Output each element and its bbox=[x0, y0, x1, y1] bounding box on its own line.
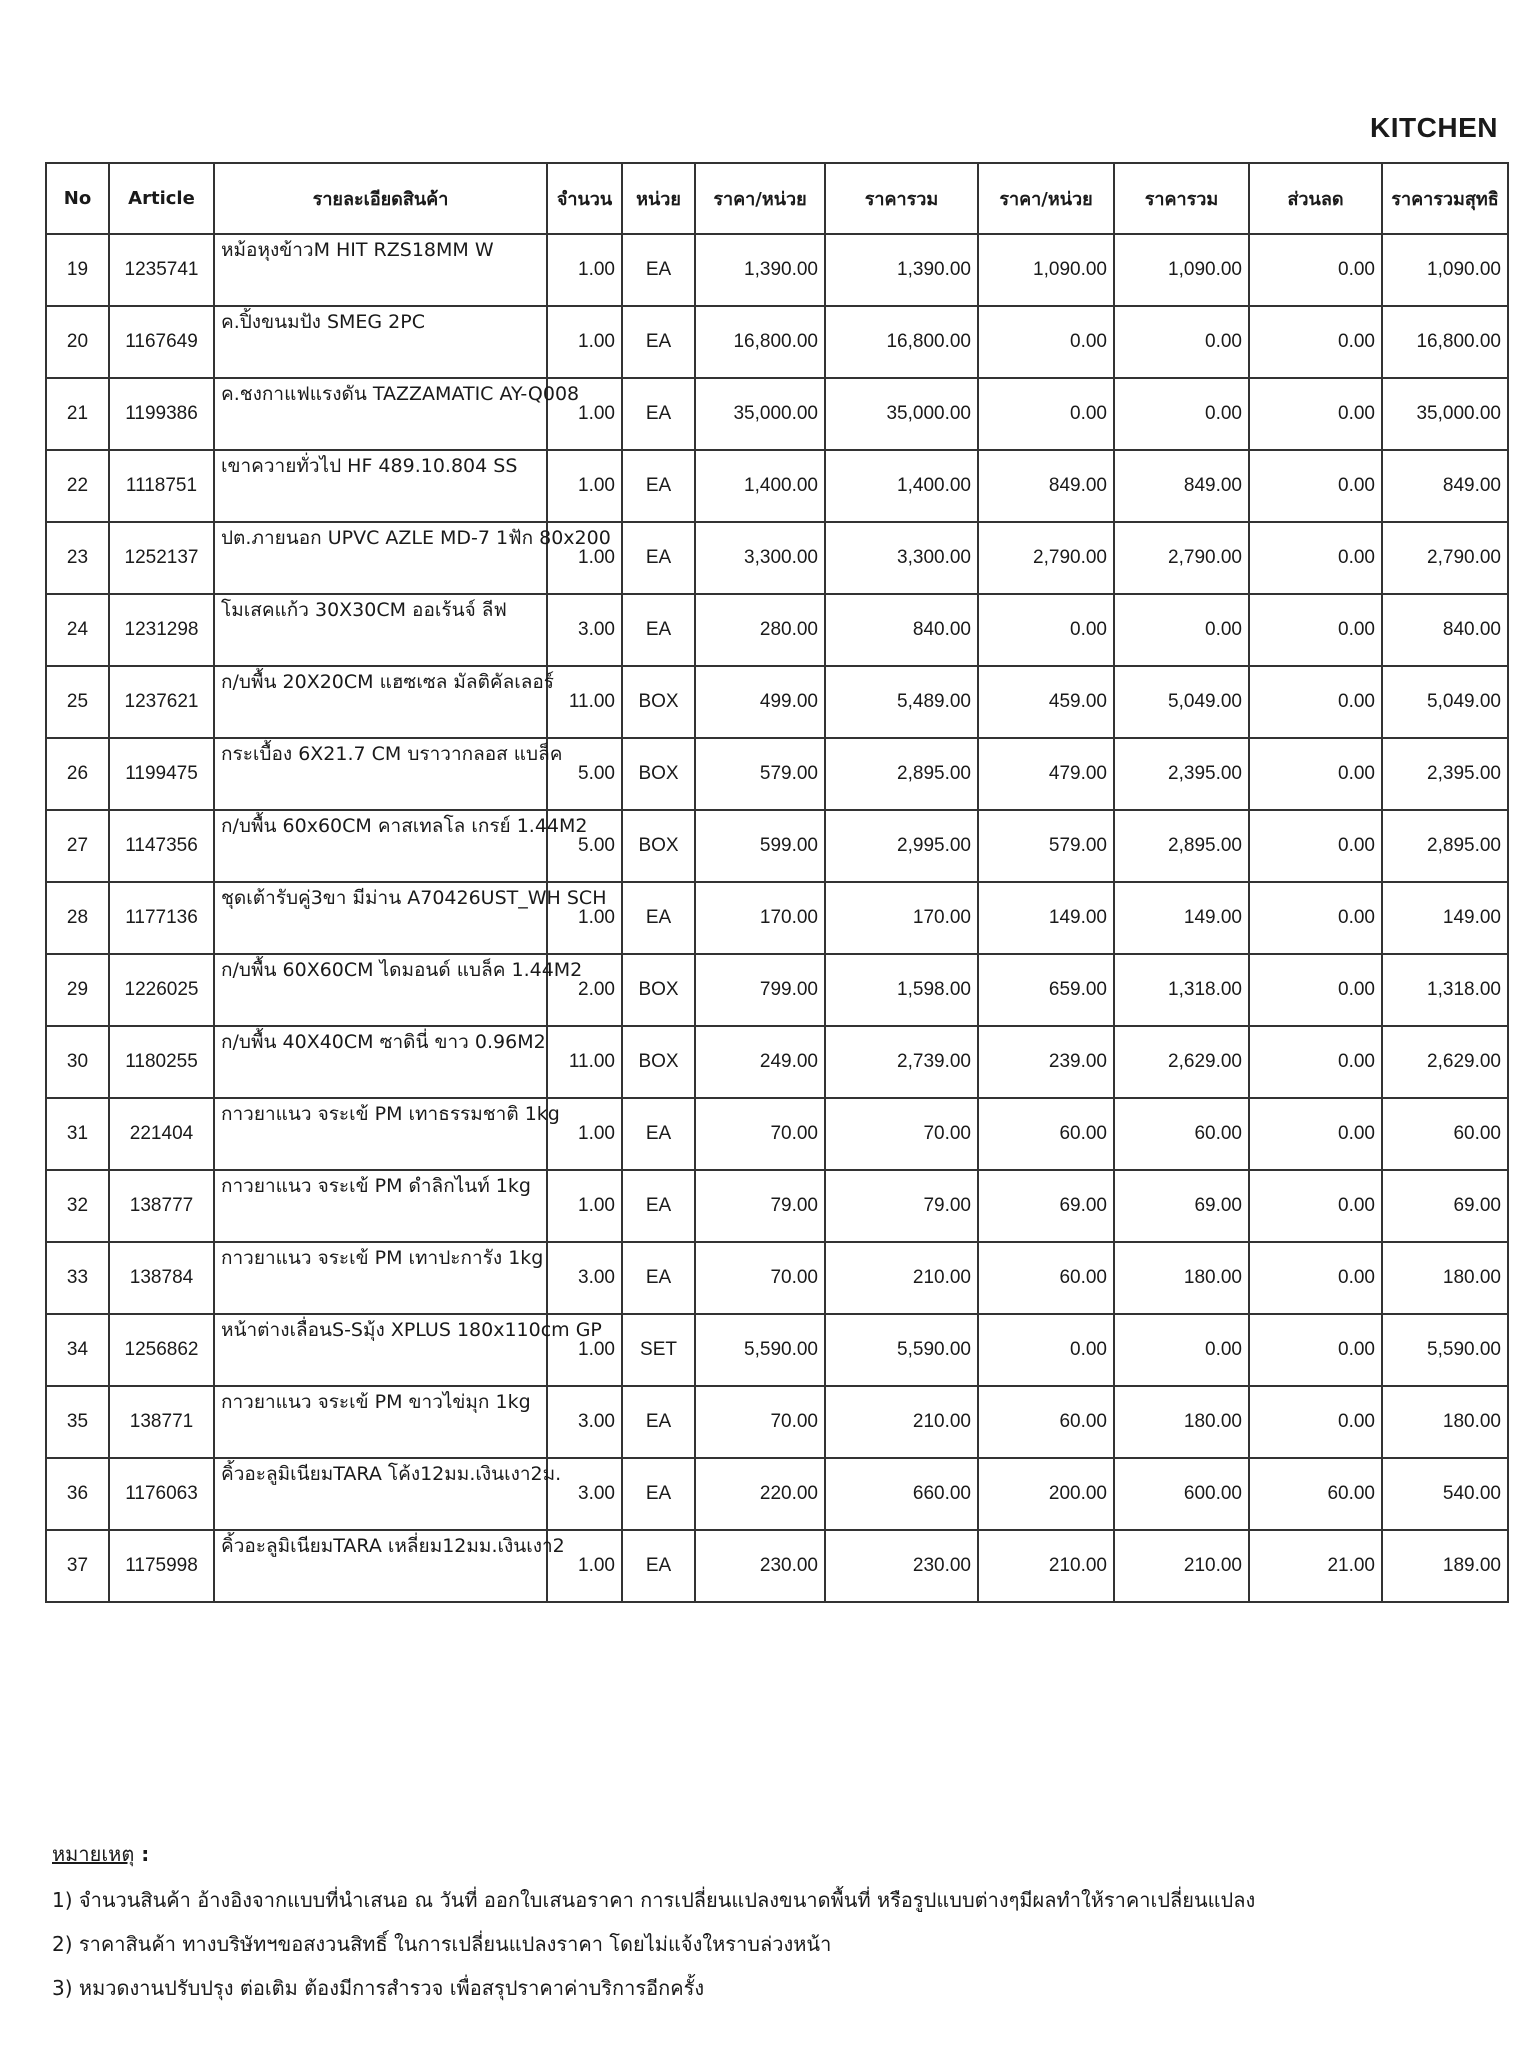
cell-unit-price-2: 1,090.00 bbox=[978, 234, 1114, 306]
cell-description: กาวยาแนว จระเข้ PM ขาวไข่มุก 1kg bbox=[214, 1386, 547, 1458]
cell-no: 30 bbox=[46, 1026, 109, 1098]
cell-total: 210.00 bbox=[825, 1242, 978, 1314]
header-article: Article bbox=[109, 163, 214, 234]
cell-total: 79.00 bbox=[825, 1170, 978, 1242]
cell-no: 31 bbox=[46, 1098, 109, 1170]
cell-unit-price-2: 579.00 bbox=[978, 810, 1114, 882]
cell-discount: 21.00 bbox=[1249, 1530, 1382, 1602]
cell-total-2: 0.00 bbox=[1114, 594, 1249, 666]
cell-quantity: 1.00 bbox=[547, 1314, 622, 1386]
cell-discount: 0.00 bbox=[1249, 954, 1382, 1026]
cell-article: 1252137 bbox=[109, 522, 214, 594]
cell-total-2: 69.00 bbox=[1114, 1170, 1249, 1242]
cell-net-total: 2,395.00 bbox=[1382, 738, 1508, 810]
cell-no: 19 bbox=[46, 234, 109, 306]
notes-section bbox=[52, 1838, 1255, 2016]
cell-unit: EA bbox=[622, 1530, 695, 1602]
table-row bbox=[46, 522, 1508, 594]
cell-unit: BOX bbox=[622, 810, 695, 882]
cell-description: เขาควายทั่วไป HF 489.10.804 SS bbox=[214, 450, 547, 522]
cell-unit-price-2: 0.00 bbox=[978, 594, 1114, 666]
cell-total-2: 0.00 bbox=[1114, 1314, 1249, 1386]
table-body bbox=[46, 234, 1508, 1602]
cell-total-2: 0.00 bbox=[1114, 306, 1249, 378]
cell-total-2: 180.00 bbox=[1114, 1242, 1249, 1314]
cell-discount: 0.00 bbox=[1249, 450, 1382, 522]
cell-unit-price: 79.00 bbox=[695, 1170, 825, 1242]
cell-quantity: 3.00 bbox=[547, 1386, 622, 1458]
cell-no: 27 bbox=[46, 810, 109, 882]
cell-unit: BOX bbox=[622, 1026, 695, 1098]
cell-description: กาวยาแนว จระเข้ PM เทาปะการัง 1kg bbox=[214, 1242, 547, 1314]
cell-discount: 0.00 bbox=[1249, 1242, 1382, 1314]
cell-unit-price-2: 60.00 bbox=[978, 1098, 1114, 1170]
table-row bbox=[46, 882, 1508, 954]
cell-unit-price: 70.00 bbox=[695, 1098, 825, 1170]
cell-unit-price: 499.00 bbox=[695, 666, 825, 738]
cell-unit: BOX bbox=[622, 666, 695, 738]
cell-unit-price: 799.00 bbox=[695, 954, 825, 1026]
cell-article: 138777 bbox=[109, 1170, 214, 1242]
cell-total-2: 0.00 bbox=[1114, 378, 1249, 450]
cell-quantity: 11.00 bbox=[547, 666, 622, 738]
cell-article: 1256862 bbox=[109, 1314, 214, 1386]
cell-total-2: 180.00 bbox=[1114, 1386, 1249, 1458]
cell-article: 1118751 bbox=[109, 450, 214, 522]
cell-quantity: 1.00 bbox=[547, 234, 622, 306]
cell-quantity: 2.00 bbox=[547, 954, 622, 1026]
cell-total: 35,000.00 bbox=[825, 378, 978, 450]
cell-quantity: 5.00 bbox=[547, 810, 622, 882]
cell-description: หน้าต่างเลื่อนS-Sมุ้ง XPLUS 180x110cm GP bbox=[214, 1314, 547, 1386]
cell-total-2: 2,790.00 bbox=[1114, 522, 1249, 594]
header-discount: ส่วนลด bbox=[1249, 163, 1382, 234]
cell-unit: EA bbox=[622, 1170, 695, 1242]
cell-no: 25 bbox=[46, 666, 109, 738]
table-row bbox=[46, 450, 1508, 522]
table-row bbox=[46, 306, 1508, 378]
cell-unit-price: 230.00 bbox=[695, 1530, 825, 1602]
cell-description: กาวยาแนว จระเข้ PM ดำลิกไนท์ 1kg bbox=[214, 1170, 547, 1242]
cell-no: 22 bbox=[46, 450, 109, 522]
quotation-table bbox=[45, 162, 1509, 1603]
cell-description: กาวยาแนว จระเข้ PM เทาธรรมชาติ 1kg bbox=[214, 1098, 547, 1170]
table-row bbox=[46, 1242, 1508, 1314]
cell-unit-price: 35,000.00 bbox=[695, 378, 825, 450]
table-row bbox=[46, 594, 1508, 666]
cell-total: 2,895.00 bbox=[825, 738, 978, 810]
cell-net-total: 840.00 bbox=[1382, 594, 1508, 666]
cell-discount: 0.00 bbox=[1249, 1026, 1382, 1098]
cell-unit: EA bbox=[622, 522, 695, 594]
cell-total: 5,489.00 bbox=[825, 666, 978, 738]
notes-heading-colon: : bbox=[134, 1842, 150, 1866]
cell-unit-price: 1,400.00 bbox=[695, 450, 825, 522]
notes-heading-line bbox=[52, 1838, 1255, 1870]
cell-total: 210.00 bbox=[825, 1386, 978, 1458]
cell-unit: EA bbox=[622, 1242, 695, 1314]
cell-unit-price-2: 2,790.00 bbox=[978, 522, 1114, 594]
cell-unit-price-2: 210.00 bbox=[978, 1530, 1114, 1602]
cell-quantity: 3.00 bbox=[547, 594, 622, 666]
cell-net-total: 180.00 bbox=[1382, 1386, 1508, 1458]
cell-unit: EA bbox=[622, 234, 695, 306]
cell-total-2: 2,895.00 bbox=[1114, 810, 1249, 882]
cell-net-total: 5,590.00 bbox=[1382, 1314, 1508, 1386]
cell-description: หม้อหุงข้าวM HIT RZS18MM W bbox=[214, 234, 547, 306]
cell-total-2: 210.00 bbox=[1114, 1530, 1249, 1602]
cell-description: กระเบื้อง 6X21.7 CM บราวากลอส แบล็ค bbox=[214, 738, 547, 810]
cell-quantity: 1.00 bbox=[547, 306, 622, 378]
cell-article: 1180255 bbox=[109, 1026, 214, 1098]
cell-discount: 0.00 bbox=[1249, 666, 1382, 738]
table-row bbox=[46, 1098, 1508, 1170]
cell-unit-price-2: 479.00 bbox=[978, 738, 1114, 810]
cell-discount: 0.00 bbox=[1249, 882, 1382, 954]
cell-no: 20 bbox=[46, 306, 109, 378]
cell-discount: 0.00 bbox=[1249, 522, 1382, 594]
cell-quantity: 11.00 bbox=[547, 1026, 622, 1098]
table-row bbox=[46, 666, 1508, 738]
table-row bbox=[46, 1530, 1508, 1602]
cell-unit-price: 170.00 bbox=[695, 882, 825, 954]
cell-net-total: 540.00 bbox=[1382, 1458, 1508, 1530]
cell-unit-price-2: 69.00 bbox=[978, 1170, 1114, 1242]
cell-article: 1199386 bbox=[109, 378, 214, 450]
cell-quantity: 1.00 bbox=[547, 378, 622, 450]
cell-net-total: 2,790.00 bbox=[1382, 522, 1508, 594]
cell-unit-price: 249.00 bbox=[695, 1026, 825, 1098]
cell-discount: 0.00 bbox=[1249, 810, 1382, 882]
cell-quantity: 1.00 bbox=[547, 882, 622, 954]
cell-total: 170.00 bbox=[825, 882, 978, 954]
cell-total: 5,590.00 bbox=[825, 1314, 978, 1386]
header-no: No bbox=[46, 163, 109, 234]
cell-unit-price: 599.00 bbox=[695, 810, 825, 882]
cell-discount: 0.00 bbox=[1249, 306, 1382, 378]
table-row bbox=[46, 234, 1508, 306]
table-row bbox=[46, 378, 1508, 450]
cell-no: 32 bbox=[46, 1170, 109, 1242]
cell-unit-price-2: 659.00 bbox=[978, 954, 1114, 1026]
header-description: รายละเอียดสินค้า bbox=[214, 163, 547, 234]
header-net-total: ราคารวมสุทธิ bbox=[1382, 163, 1508, 234]
cell-unit-price: 1,390.00 bbox=[695, 234, 825, 306]
cell-total: 16,800.00 bbox=[825, 306, 978, 378]
cell-total-2: 2,629.00 bbox=[1114, 1026, 1249, 1098]
table-header-row bbox=[46, 163, 1508, 234]
header-total: ราคารวม bbox=[825, 163, 978, 234]
cell-unit-price-2: 0.00 bbox=[978, 1314, 1114, 1386]
header-unit-price-2: ราคา/หน่วย bbox=[978, 163, 1114, 234]
cell-net-total: 149.00 bbox=[1382, 882, 1508, 954]
cell-unit: EA bbox=[622, 594, 695, 666]
cell-quantity: 3.00 bbox=[547, 1458, 622, 1530]
cell-unit: EA bbox=[622, 450, 695, 522]
cell-total-2: 1,318.00 bbox=[1114, 954, 1249, 1026]
table-row bbox=[46, 1026, 1508, 1098]
cell-total: 1,390.00 bbox=[825, 234, 978, 306]
cell-total: 2,739.00 bbox=[825, 1026, 978, 1098]
cell-unit-price-2: 200.00 bbox=[978, 1458, 1114, 1530]
cell-total-2: 5,049.00 bbox=[1114, 666, 1249, 738]
cell-total-2: 849.00 bbox=[1114, 450, 1249, 522]
table-row bbox=[46, 1170, 1508, 1242]
cell-total: 3,300.00 bbox=[825, 522, 978, 594]
table-row bbox=[46, 1314, 1508, 1386]
cell-article: 1177136 bbox=[109, 882, 214, 954]
cell-description: ชุดเต้ารับคู่3ขา มีม่าน A70426UST_WH SCH bbox=[214, 882, 547, 954]
cell-unit-price-2: 459.00 bbox=[978, 666, 1114, 738]
cell-unit-price: 579.00 bbox=[695, 738, 825, 810]
cell-quantity: 1.00 bbox=[547, 522, 622, 594]
cell-unit: EA bbox=[622, 1458, 695, 1530]
cell-description: ค.ชงกาแฟแรงดัน TAZZAMATIC AY-Q008 bbox=[214, 378, 547, 450]
cell-description: ค.ปิ้งขนมปัง SMEG 2PC bbox=[214, 306, 547, 378]
cell-article: 1176063 bbox=[109, 1458, 214, 1530]
cell-unit-price-2: 849.00 bbox=[978, 450, 1114, 522]
cell-description: คิ้วอะลูมิเนียมTARA โค้ง12มม.เงินเงา2ม. bbox=[214, 1458, 547, 1530]
cell-no: 34 bbox=[46, 1314, 109, 1386]
cell-unit: EA bbox=[622, 882, 695, 954]
header-unit: หน่วย bbox=[622, 163, 695, 234]
cell-unit-price: 280.00 bbox=[695, 594, 825, 666]
table-row bbox=[46, 738, 1508, 810]
cell-total-2: 149.00 bbox=[1114, 882, 1249, 954]
cell-total: 1,400.00 bbox=[825, 450, 978, 522]
cell-article: 1231298 bbox=[109, 594, 214, 666]
header-unit-price: ราคา/หน่วย bbox=[695, 163, 825, 234]
cell-article: 1237621 bbox=[109, 666, 214, 738]
cell-no: 23 bbox=[46, 522, 109, 594]
cell-total: 840.00 bbox=[825, 594, 978, 666]
cell-unit: EA bbox=[622, 1386, 695, 1458]
cell-total: 2,995.00 bbox=[825, 810, 978, 882]
cell-unit-price-2: 149.00 bbox=[978, 882, 1114, 954]
cell-quantity: 1.00 bbox=[547, 1530, 622, 1602]
cell-article: 1175998 bbox=[109, 1530, 214, 1602]
cell-unit-price: 220.00 bbox=[695, 1458, 825, 1530]
cell-net-total: 5,049.00 bbox=[1382, 666, 1508, 738]
cell-unit-price-2: 0.00 bbox=[978, 378, 1114, 450]
cell-unit-price-2: 60.00 bbox=[978, 1242, 1114, 1314]
cell-quantity: 3.00 bbox=[547, 1242, 622, 1314]
table-row bbox=[46, 810, 1508, 882]
note-line-3: 3) หมวดงานปรับปรุง ต่อเติม ต้องมีการสำรวจ เพื่อสรุปราคาค่าบริการอีกครั้ง bbox=[52, 1976, 705, 2000]
cell-no: 28 bbox=[46, 882, 109, 954]
cell-net-total: 60.00 bbox=[1382, 1098, 1508, 1170]
cell-discount: 0.00 bbox=[1249, 738, 1382, 810]
cell-quantity: 5.00 bbox=[547, 738, 622, 810]
cell-description: คิ้วอะลูมิเนียมTARA เหลี่ยม12มม.เงินเงา2 bbox=[214, 1530, 547, 1602]
cell-total: 660.00 bbox=[825, 1458, 978, 1530]
cell-no: 21 bbox=[46, 378, 109, 450]
cell-net-total: 2,629.00 bbox=[1382, 1026, 1508, 1098]
cell-net-total: 849.00 bbox=[1382, 450, 1508, 522]
cell-unit: EA bbox=[622, 378, 695, 450]
page-title: KITCHEN bbox=[1370, 112, 1498, 143]
cell-unit-price: 16,800.00 bbox=[695, 306, 825, 378]
cell-discount: 0.00 bbox=[1249, 378, 1382, 450]
cell-discount: 0.00 bbox=[1249, 1386, 1382, 1458]
cell-total-2: 60.00 bbox=[1114, 1098, 1249, 1170]
cell-article: 221404 bbox=[109, 1098, 214, 1170]
cell-article: 1235741 bbox=[109, 234, 214, 306]
cell-unit-price-2: 239.00 bbox=[978, 1026, 1114, 1098]
cell-discount: 0.00 bbox=[1249, 234, 1382, 306]
cell-total: 70.00 bbox=[825, 1098, 978, 1170]
cell-net-total: 2,895.00 bbox=[1382, 810, 1508, 882]
cell-total-2: 2,395.00 bbox=[1114, 738, 1249, 810]
cell-total: 1,598.00 bbox=[825, 954, 978, 1026]
cell-description: โมเสคแก้ว 30X30CM ออเร้นจ์ ลีฟ bbox=[214, 594, 547, 666]
cell-unit: BOX bbox=[622, 738, 695, 810]
cell-discount: 0.00 bbox=[1249, 1098, 1382, 1170]
note-line-1: 1) จำนวนสินค้า อ้างอิงจากแบบที่นำเสนอ ณ วันที่ ออกใบเสนอราคา การเปลี่ยนแปลงขนาดพื้นที่ หรือรูปแบบต่างๆมีผลทำให้ราคาเปลี่ยนแปลง bbox=[52, 1888, 1256, 1912]
cell-unit-price: 3,300.00 bbox=[695, 522, 825, 594]
cell-unit: BOX bbox=[622, 954, 695, 1026]
cell-total-2: 1,090.00 bbox=[1114, 234, 1249, 306]
notes-heading: หมายเหตุ bbox=[52, 1842, 135, 1866]
cell-unit: EA bbox=[622, 306, 695, 378]
cell-net-total: 1,090.00 bbox=[1382, 234, 1508, 306]
cell-discount: 0.00 bbox=[1249, 1314, 1382, 1386]
table-row bbox=[46, 954, 1508, 1026]
table-row bbox=[46, 1386, 1508, 1458]
cell-quantity: 1.00 bbox=[547, 1098, 622, 1170]
cell-article: 1199475 bbox=[109, 738, 214, 810]
cell-description: ปต.ภายนอก UPVC AZLE MD-7 1ฟัก 80x200 bbox=[214, 522, 547, 594]
cell-discount: 0.00 bbox=[1249, 1170, 1382, 1242]
cell-no: 35 bbox=[46, 1386, 109, 1458]
cell-net-total: 16,800.00 bbox=[1382, 306, 1508, 378]
header-total-2: ราคารวม bbox=[1114, 163, 1249, 234]
cell-net-total: 1,318.00 bbox=[1382, 954, 1508, 1026]
cell-unit-price-2: 0.00 bbox=[978, 306, 1114, 378]
cell-no: 37 bbox=[46, 1530, 109, 1602]
cell-description: ก/บพื้น 40X40CM ซาดินี่ ขาว 0.96M2 bbox=[214, 1026, 547, 1098]
cell-article: 1167649 bbox=[109, 306, 214, 378]
cell-article: 1226025 bbox=[109, 954, 214, 1026]
cell-net-total: 180.00 bbox=[1382, 1242, 1508, 1314]
note-line-2: 2) ราคาสินค้า ทางบริษัทฯขอสงวนสิทธิ์ ในการเปลี่ยนแปลงราคา โดยไม่แจ้งใหราบล่วงหน้า bbox=[52, 1932, 832, 1956]
cell-unit-price-2: 60.00 bbox=[978, 1386, 1114, 1458]
cell-net-total: 69.00 bbox=[1382, 1170, 1508, 1242]
cell-article: 138784 bbox=[109, 1242, 214, 1314]
cell-unit: SET bbox=[622, 1314, 695, 1386]
cell-total: 230.00 bbox=[825, 1530, 978, 1602]
cell-quantity: 1.00 bbox=[547, 450, 622, 522]
cell-no: 36 bbox=[46, 1458, 109, 1530]
cell-description: ก/บพื้น 20X20CM แฮซเซล มัลติคัลเลอร์ bbox=[214, 666, 547, 738]
cell-no: 26 bbox=[46, 738, 109, 810]
cell-quantity: 1.00 bbox=[547, 1170, 622, 1242]
cell-total-2: 600.00 bbox=[1114, 1458, 1249, 1530]
cell-discount: 60.00 bbox=[1249, 1458, 1382, 1530]
cell-no: 33 bbox=[46, 1242, 109, 1314]
cell-unit-price: 70.00 bbox=[695, 1242, 825, 1314]
cell-unit-price: 5,590.00 bbox=[695, 1314, 825, 1386]
cell-no: 24 bbox=[46, 594, 109, 666]
cell-net-total: 189.00 bbox=[1382, 1530, 1508, 1602]
table-row bbox=[46, 1458, 1508, 1530]
cell-description: ก/บพื้น 60x60CM คาสเทลโล เกรย์ 1.44M2 bbox=[214, 810, 547, 882]
cell-description: ก/บพื้น 60X60CM ไดมอนด์ แบล็ค 1.44M2 bbox=[214, 954, 547, 1026]
cell-no: 29 bbox=[46, 954, 109, 1026]
cell-article: 138771 bbox=[109, 1386, 214, 1458]
cell-net-total: 35,000.00 bbox=[1382, 378, 1508, 450]
header-quantity: จำนวน bbox=[547, 163, 622, 234]
cell-article: 1147356 bbox=[109, 810, 214, 882]
cell-unit: EA bbox=[622, 1098, 695, 1170]
cell-discount: 0.00 bbox=[1249, 594, 1382, 666]
cell-unit-price: 70.00 bbox=[695, 1386, 825, 1458]
